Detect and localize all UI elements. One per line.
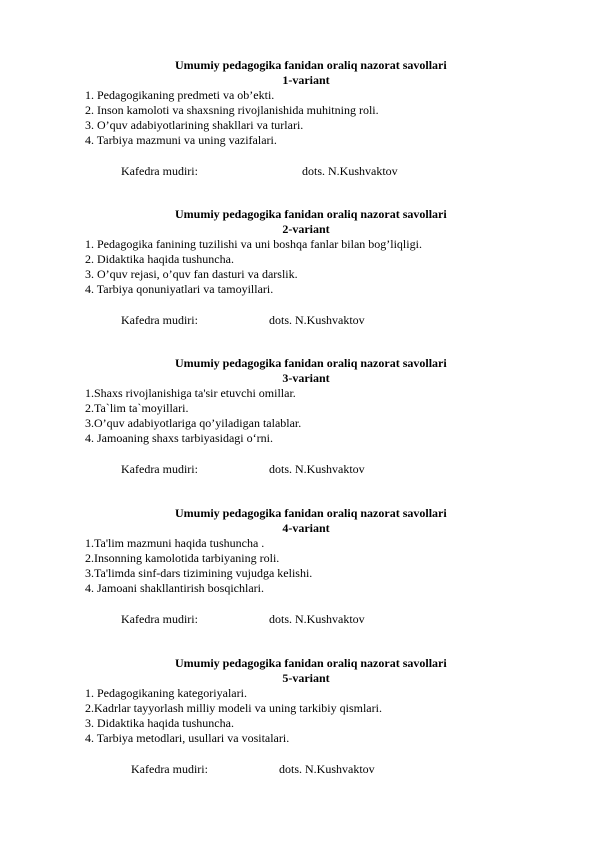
question-item: 1. Pedagogika fanining tuzilishi va uni boshqa fanlar bilan bog’liqligi. — [85, 237, 422, 251]
question-item: 1. Pedagogikaning kategoriyalari. — [85, 686, 247, 700]
question-item: 2.Kadrlar tayyorlash milliy modeli va uning tarkibiy qismlari. — [85, 701, 382, 715]
variant-label: 1-variant — [282, 73, 330, 87]
signature-name: dots. N.Kushvaktov — [269, 462, 365, 476]
question-item: 2.Ta`lim ta`moyillari. — [85, 401, 189, 415]
variant-title: Umumiy pedagogika fanidan oraliq nazorat savollari — [175, 58, 447, 72]
variant-title: Umumiy pedagogika fanidan oraliq nazorat savollari — [175, 506, 447, 520]
question-item: 1.Ta'lim mazmuni haqida tushuncha . — [85, 536, 265, 550]
question-item: 3. O’quv rejasi, o’quv fan dasturi va darslik. — [85, 267, 298, 281]
question-item: 3. Didaktika haqida tushuncha. — [85, 716, 234, 730]
signature-label: Kafedra mudiri: — [121, 462, 198, 476]
question-item: 2. Didaktika haqida tushuncha. — [85, 252, 234, 266]
signature-label: Kafedra mudiri: — [131, 762, 208, 776]
question-item: 3. O’quv adabiyotlarining shakllari va turlari. — [85, 118, 304, 132]
signature-label: Kafedra mudiri: — [121, 164, 198, 178]
signature-name: dots. N.Kushvaktov — [279, 762, 375, 776]
question-item: 3.O’quv adabiyotlariga qo’yiladigan talablar. — [85, 416, 302, 430]
signature-label: Kafedra mudiri: — [121, 612, 198, 626]
variant-title: Umumiy pedagogika fanidan oraliq nazorat savollari — [175, 356, 447, 370]
signature-name: dots. N.Kushvaktov — [269, 313, 365, 327]
variant-label: 2-variant — [282, 222, 330, 236]
variant-label: 5-variant — [282, 671, 330, 685]
signature-name: dots. N.Kushvaktov — [269, 612, 365, 626]
variant-title: Umumiy pedagogika fanidan oraliq nazorat savollari — [175, 656, 447, 670]
question-item: 4. Tarbiya metodlari, usullari va vositalari. — [85, 731, 290, 745]
variant-title: Umumiy pedagogika fanidan oraliq nazorat savollari — [175, 207, 447, 221]
question-item: 2.Insonning kamolotida tarbiyaning roli. — [85, 551, 280, 565]
question-item: 1.Shaxs rivojlanishiga ta'sir etuvchi omillar. — [85, 386, 296, 400]
question-item: 4. Jamoaning shaxs tarbiyasidagi o‘rni. — [85, 431, 273, 445]
variant-label: 3-variant — [282, 371, 330, 385]
question-item: 2. Inson kamoloti va shaxsning rivojlanishida muhitning roli. — [85, 103, 379, 117]
question-item: 1. Pedagogikaning predmeti va ob’ekti. — [85, 88, 275, 102]
question-item: 4. Tarbiya mazmuni va uning vazifalari. — [85, 133, 277, 147]
question-item: 3.Ta'limda sinf-dars tizimining vujudga kelishi. — [85, 566, 313, 580]
question-item: 4. Tarbiya qonuniyatlari va tamoyillari. — [85, 282, 274, 296]
question-item: 4. Jamoani shakllantirish bosqichlari. — [85, 581, 264, 595]
signature-label: Kafedra mudiri: — [121, 313, 198, 327]
signature-name: dots. N.Kushvaktov — [302, 164, 398, 178]
variant-label: 4-variant — [282, 521, 330, 535]
